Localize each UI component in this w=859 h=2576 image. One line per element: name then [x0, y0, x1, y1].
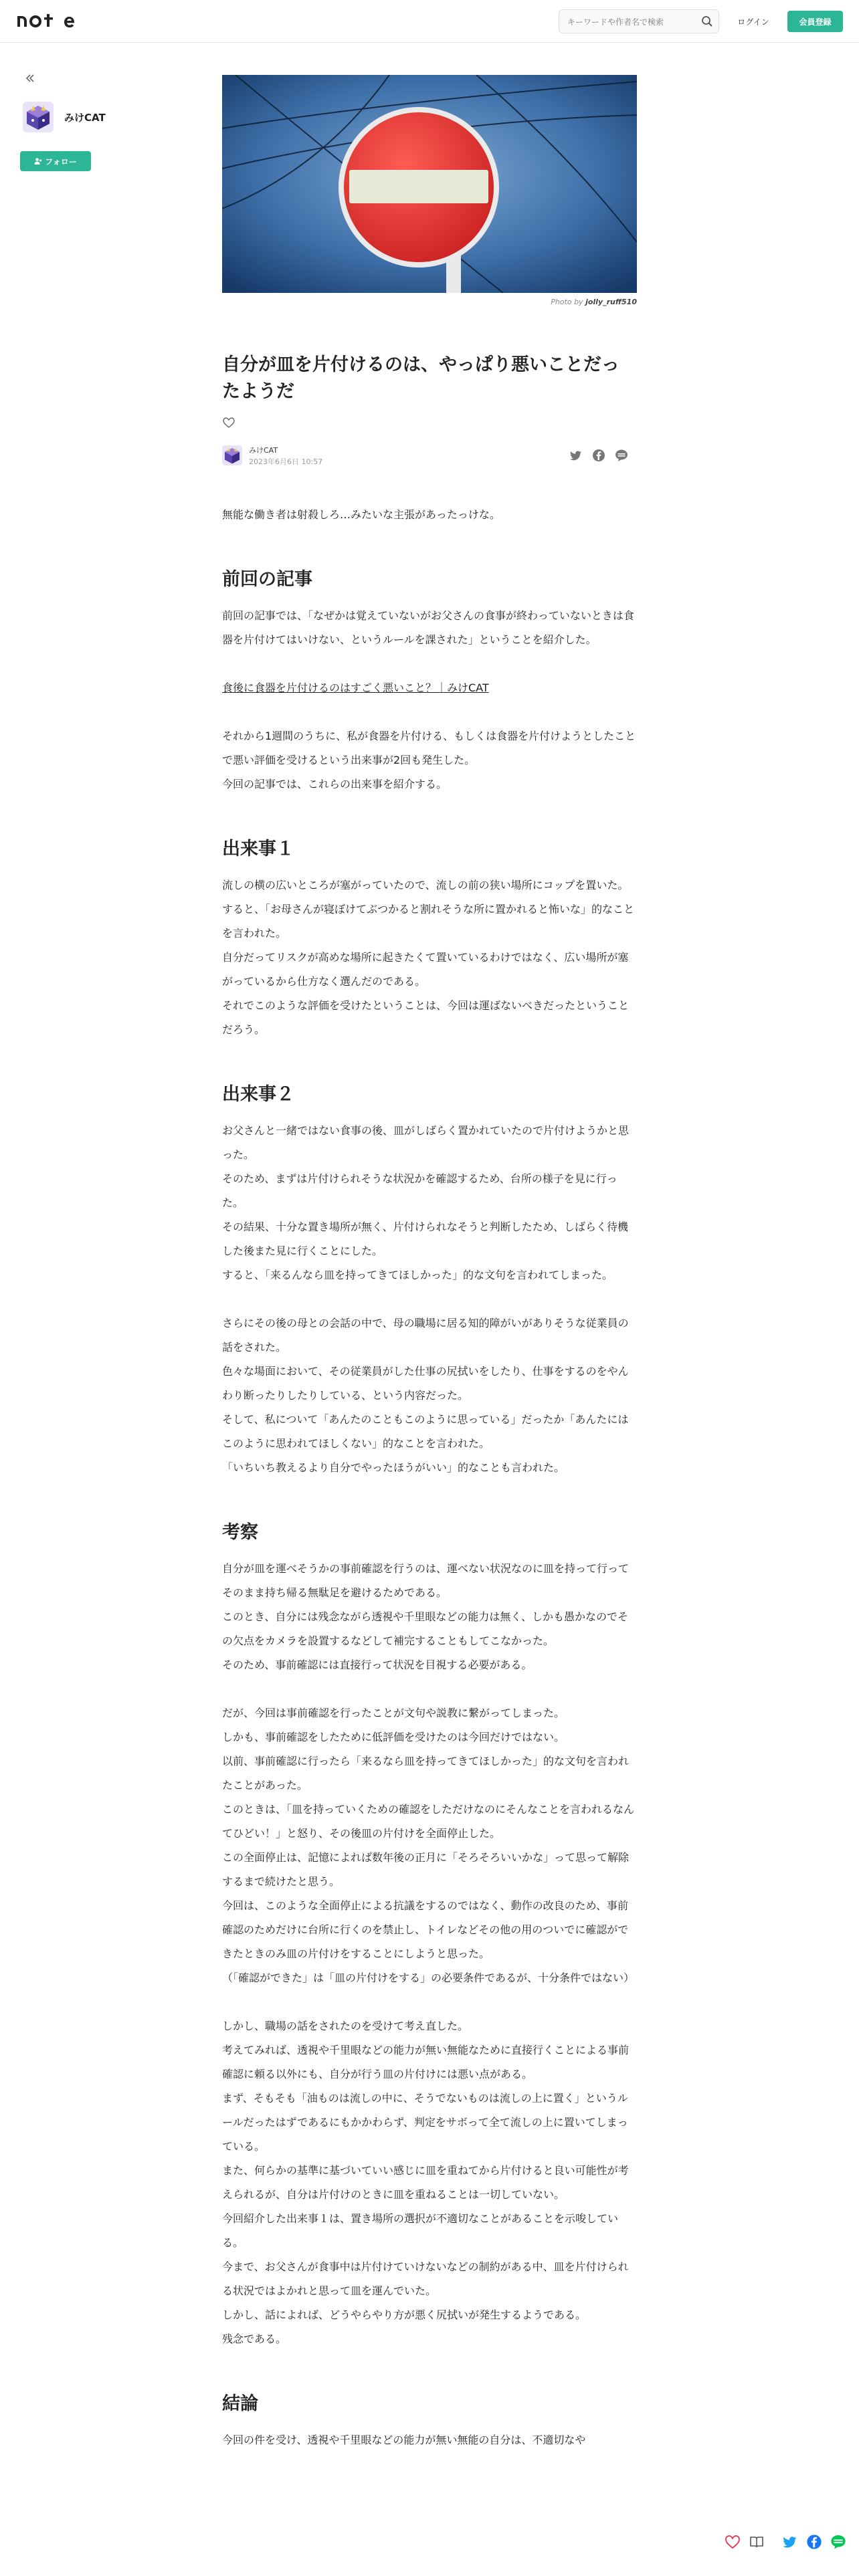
signup-button[interactable]: 会員登録 — [787, 11, 843, 32]
floating-like-heart-icon[interactable] — [724, 2533, 741, 2551]
meta-author-avatar[interactable] — [222, 445, 242, 465]
previous-article-link[interactable]: 食後に食器を片付けるのはすごく悪いこと？｜みけCAT — [222, 681, 489, 694]
paragraph: また、何らかの基準に基づいていい感じに皿を重ねてから片付けると良い可能性が考えられるが、自分は片付けのときに皿を重ねることは一切していない。 — [222, 2164, 629, 2201]
paragraph: 以前、事前確認に行ったら「来るなら皿を持ってきてほしかった」的な文句を言われたことがあった。 — [222, 1755, 630, 1792]
section-heading-discussion: 考察 — [222, 1522, 258, 1543]
top-header — [0, 0, 859, 43]
article-title: 自分が皿を片付けるのは、やっぱり悪いことだったようだ — [222, 354, 619, 402]
paragraph: 今回の件を受け、透視や千里眼などの能力が無い無能の自分は、不適切なや — [222, 2434, 586, 2446]
paragraph: 今まで、お父さんが食事中は片付けていけないなどの制約がある中、皿を片付けられる状況ではよかれと思って皿を運んでいた。 — [222, 2260, 629, 2297]
paragraph: しかも、事前確認をしたために低評価を受けたのは今回だけではない。 — [222, 1731, 565, 1743]
paragraph: だが、今回は事前確認を行ったことが文句や説教に繋がってしまった。 — [222, 1707, 565, 1719]
facebook-share-icon[interactable] — [591, 448, 606, 463]
paragraph: （「確認ができた」は「皿の片付けをする」の必要条件であるが、十分条件ではない） — [222, 1971, 635, 1984]
floating-twitter-icon[interactable] — [781, 2533, 799, 2551]
sidebar-author-name[interactable]: みけCAT — [64, 112, 106, 124]
user-plus-icon — [34, 157, 42, 165]
paragraph: 「いちいち教えるより自分でやったほうがいい」的なことも言われた。 — [222, 1461, 565, 1474]
paragraph: すると、「来るんなら皿を持ってきてほしかった」的な文句を言われてしまった。 — [222, 1269, 613, 1281]
paragraph: お父さんと一緒ではない食事の後、皿がしばらく置かれていたので片付けようかと思った。 — [222, 1124, 630, 1161]
search-icon[interactable] — [701, 15, 713, 27]
paragraph: そのため、まずは片付けられそうな状況かを確認するため、台所の様子を見に行った。 — [222, 1172, 617, 1209]
floating-line-icon[interactable] — [830, 2533, 847, 2551]
section-heading-conclusion: 結論 — [222, 2393, 258, 2414]
paragraph: まず、そもそも「油ものは流しの中に、そうでないものは流しの上に置く」というルールだったはずであるにもかかわらず、判定をサボって全て流しの上に置いてしまっている。 — [222, 2092, 628, 2153]
paragraph: この全面停止は、記憶によれば数年後の正月に「そろそろいいかな」って思って解除するまで続けたと思う。 — [222, 1851, 630, 1888]
paragraph: 今回の記事では、これらの出来事を紹介する。 — [222, 778, 448, 790]
meta-publish-date: 2023年6月6日 10:57 — [249, 457, 323, 466]
login-button[interactable]: ログイン — [737, 17, 769, 27]
note-logo[interactable] — [16, 11, 80, 29]
meta-author-name[interactable]: みけCAT — [249, 446, 278, 455]
section-heading-event1: 出来事１ — [222, 839, 294, 859]
section-heading-previous: 前回の記事 — [222, 569, 312, 590]
paragraph: しかし、職場の話をされたのを受けて考え直した。 — [222, 2020, 469, 2032]
paragraph: 考えてみれば、透視や千里眼などの能力が無い無能なために直接行くことによる事前確認に頼る以外にも、自分が行う皿の片付けには悪い点がある。 — [222, 2044, 630, 2080]
photo-credit-name[interactable]: jolly_ruff510 — [585, 298, 637, 306]
paragraph: すると、「お母さんが寝ぼけてぶつかると割れそうな所に置かれると怖いな」的なことを言われた。 — [222, 903, 635, 940]
like-heart-icon[interactable] — [222, 416, 235, 429]
photo-credit: Photo by jolly_ruff510 — [551, 298, 637, 306]
floating-facebook-icon[interactable] — [805, 2533, 823, 2551]
paragraph: さらにその後の母との会話の中で、母の職場に居る知的障がいがありそうな従業員の話をされた。 — [222, 1317, 629, 1354]
paragraph: 自分だってリスクが高めな場所に起きたくて置いているわけではなく、広い場所が塞がっているから仕方なく選んだのである。 — [222, 951, 629, 988]
paragraph: 今回は、このような全面停止による抗議をするのではなく、動作の改良のため、事前確認のためだけに台所に行くのを禁止し、トイレなどその他の用のついでに確認ができたときのみ皿の片付けをすることにしようと思った。 — [222, 1899, 629, 1960]
paragraph: 流しの横の広いところが塞がっていたので、流しの前の狭い場所にコップを置いた。 — [222, 879, 629, 891]
collapse-sidebar-icon[interactable] — [24, 72, 36, 84]
hero-no-entry-sign-image — [222, 75, 637, 293]
paragraph: 前回の記事では、「なぜかは覚えていないがお父さんの食事が終わっていないときは食器を片付けてはいけない、というルールを課された」ということを紹介した。 — [222, 609, 634, 646]
paragraph: このときは、「皿を持っていくための確認をしただけなのにそんなことを言われるなんてひどい！」と怒り、その後皿の片付けを全面停止した。 — [222, 1803, 635, 1840]
paragraph: このとき、自分には残念ながら透視や千里眼などの能力は無く、しかも愚かなのでその欠点をカメラを設置するなどして補完することもしてこなかった。 — [222, 1610, 629, 1647]
paragraph: 自分が皿を運べそうかの事前確認を行うのは、運べない状況なのに皿を持って行ってそのまま持ち帰る無駄足を避けるためである。 — [222, 1562, 630, 1599]
paragraph: その結果、十分な置き場所が無く、片付けられなそうと判断したため、しばらく待機した後また見に行くことにした。 — [222, 1220, 629, 1257]
paragraph: 残念である。 — [222, 2333, 287, 2345]
twitter-share-icon[interactable] — [569, 448, 583, 463]
follow-button[interactable] — [20, 151, 91, 171]
paragraph: 色々な場面において、その従業員がした仕事の尻拭いをしたり、仕事をするのをやんわり断ったりしたりしている、という内容だった。 — [222, 1365, 629, 1402]
paragraph: それでこのような評価を受けたということは、今回は運ばないべきだったということだろう。 — [222, 999, 630, 1036]
article-body — [222, 503, 637, 2452]
paragraph: しかし、話によれば、どうやらやり方が悪く尻拭いが発生するようである。 — [222, 2309, 587, 2321]
author-avatar[interactable] — [23, 102, 54, 132]
intro-paragraph: 無能な働き者は射殺しろ…みたいな主張があったっけな。 — [222, 508, 500, 521]
search-input[interactable] — [566, 14, 696, 30]
paragraph: 今回紹介した出来事１は、置き場所の選択が不適切なことがあることを示唆している。 — [222, 2212, 619, 2249]
paragraph: そして、私について「あんたのこともこのように思っている」だったか「あんたにはこのように思われてほしくない」的なことを言われた。 — [222, 1413, 629, 1450]
paragraph: そのため、事前確認には直接行って状況を目視する必要がある。 — [222, 1658, 533, 1671]
follow-label: フォロー — [45, 156, 77, 167]
paragraph: それから1週間のうちに、私が食器を片付ける、もしくは食器を片付けようとしたことで悪い評価を受けるという出来事が2回も発生した。 — [222, 730, 636, 766]
floating-magazine-icon[interactable] — [748, 2533, 765, 2551]
line-share-icon[interactable] — [614, 448, 629, 463]
search-box[interactable] — [559, 9, 719, 33]
section-heading-event2: 出来事２ — [222, 1084, 294, 1105]
